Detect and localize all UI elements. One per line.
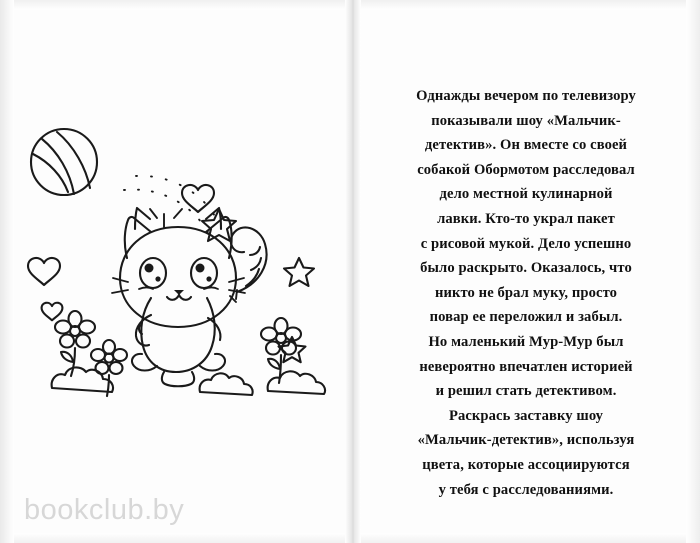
story-line: и решил стать детективом. [435,383,617,400]
heart-icon-small-left [42,303,63,321]
heart-icon-top [182,185,214,212]
ground-tuft-center [200,373,253,395]
story-line: повар ее переложил и забыл. [429,309,623,326]
story-line: никто не брал муку, просто [434,284,618,301]
ground-tuft-right [268,371,325,394]
story-line: «Мальчик-детектив», используя [417,432,635,449]
flower-left-b [91,340,127,396]
kitten-head [120,208,236,327]
ground-tuft-left [52,367,113,392]
kitten-body [141,298,214,372]
story-line: Однажды вечером по телевизору [416,88,636,104]
story-line: у тебя с расследованиями. [438,481,614,498]
kitten-with-ball-coloring-illustration [18,110,338,410]
star-icon-right [284,258,314,286]
flower-right-a [261,318,301,383]
heart-icon-left [28,258,60,285]
striped-ball-icon [31,129,97,195]
story-line: было раскрыто. Оказалось, что [420,260,632,277]
story-line: лавки. Кто-то украл пакет [437,210,615,227]
story-line: с рисовой мукой. Дело успешно [420,235,632,252]
story-line: показывали шоу «Мальчик- [431,112,621,129]
story-text [380,84,672,502]
kitten-arms [136,315,221,346]
story-line: цвета, которые ассоциируются [422,456,630,473]
story-line: Раскрась заставку шоу [448,407,604,424]
story-line: Но маленький Мур-Мур был [428,333,624,350]
kitten-legs [132,354,225,386]
story-line: собакой Обормотом расследовал [417,161,635,178]
sparkle-icon-a [150,209,182,227]
watermark: bookclub.by [24,494,185,526]
story-line: детектив». Он вместе со своей [424,137,628,154]
story-line: дело местной кулинарной [439,186,613,203]
flower-left-a [55,311,95,376]
kitten-face [112,258,245,300]
story-line: невероятно впечатлен историей [419,358,633,375]
right-page [350,0,700,543]
